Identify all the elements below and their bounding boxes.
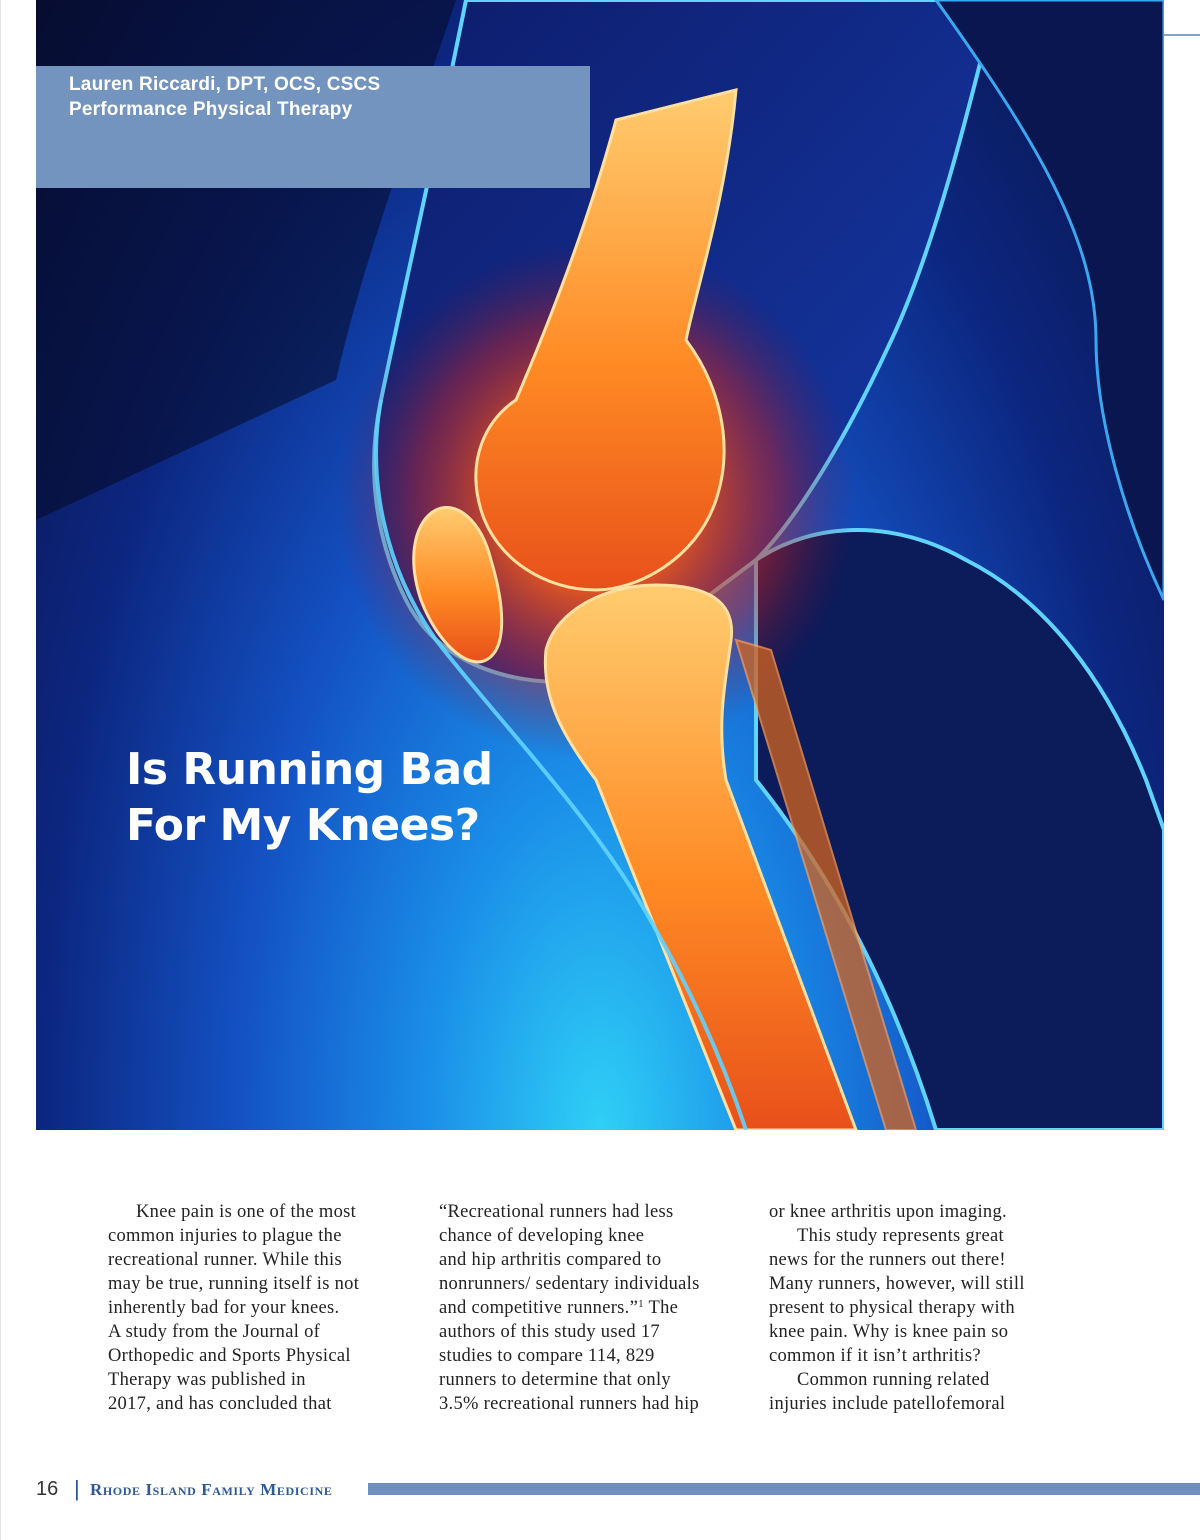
body-line: studies to compare 114, 829 — [439, 1346, 655, 1366]
body-line: or knee arthritis upon imaging. — [769, 1202, 1007, 1222]
body-line: inherently bad for your knees. — [108, 1298, 340, 1318]
body-line: news for the runners out there! — [769, 1250, 1006, 1270]
body-line: Knee pain is one of the most — [136, 1202, 357, 1222]
body-line-text: and competitive runners.” — [439, 1298, 639, 1318]
author-organization: Performance Physical Therapy — [69, 99, 353, 120]
body-line: 2017, and has concluded that — [108, 1394, 332, 1414]
footer-separator: | — [74, 1476, 80, 1501]
body-line: Many runners, however, will still — [769, 1274, 1025, 1294]
page-number: 16 — [36, 1478, 59, 1500]
body-line: This study represents great — [797, 1226, 1004, 1246]
publication-name: Rhode Island Family Medicine — [90, 1480, 333, 1499]
author-name: Lauren Riccardi, DPT, OCS, CSCS — [69, 74, 381, 95]
body-line: Therapy was published in — [108, 1370, 306, 1390]
body-line: common injuries to plague the — [108, 1226, 342, 1246]
body-line: A study from the Journal of — [108, 1322, 321, 1342]
body-line: chance of developing knee — [439, 1226, 645, 1246]
body-line: injuries include patellofemoral — [769, 1394, 1006, 1414]
body-line: present to physical therapy with — [769, 1298, 1015, 1318]
footer-accent-bar — [368, 1483, 1200, 1495]
body-line: and hip arthritis compared to — [439, 1250, 662, 1270]
footnote-marker: 1 — [638, 1298, 644, 1310]
body-line: knee pain. Why is knee pain so — [769, 1322, 1009, 1342]
page-edge — [0, 0, 1, 1540]
body-line: nonrunners/ sedentary individuals — [439, 1274, 700, 1294]
body-line: runners to determine that only — [439, 1370, 671, 1390]
body-line: Orthopedic and Sports Physical — [108, 1346, 351, 1366]
body-line: 3.5% recreational runners had hip — [439, 1394, 700, 1414]
title-line-1: Is Running Bad — [126, 744, 493, 795]
body-column-1 — [108, 1200, 408, 1416]
top-rule — [1164, 34, 1200, 36]
page-footer — [36, 1476, 1200, 1506]
article-title — [126, 742, 546, 854]
body-column-3 — [769, 1200, 1069, 1416]
title-line-2: For My Knees? — [126, 800, 480, 851]
body-line: authors of this study used 17 — [439, 1322, 660, 1342]
body-line: common if it isn’t arthritis? — [769, 1346, 981, 1366]
body-line-with-footnote — [439, 1296, 739, 1320]
body-column-2 — [439, 1200, 739, 1416]
body-line: “Recreational runners had less — [439, 1202, 674, 1222]
body-line: may be true, running itself is not — [108, 1274, 360, 1294]
body-line: Common running related — [797, 1370, 990, 1390]
body-line: recreational runner. While this — [108, 1250, 342, 1270]
body-line-tail: The — [643, 1298, 679, 1318]
